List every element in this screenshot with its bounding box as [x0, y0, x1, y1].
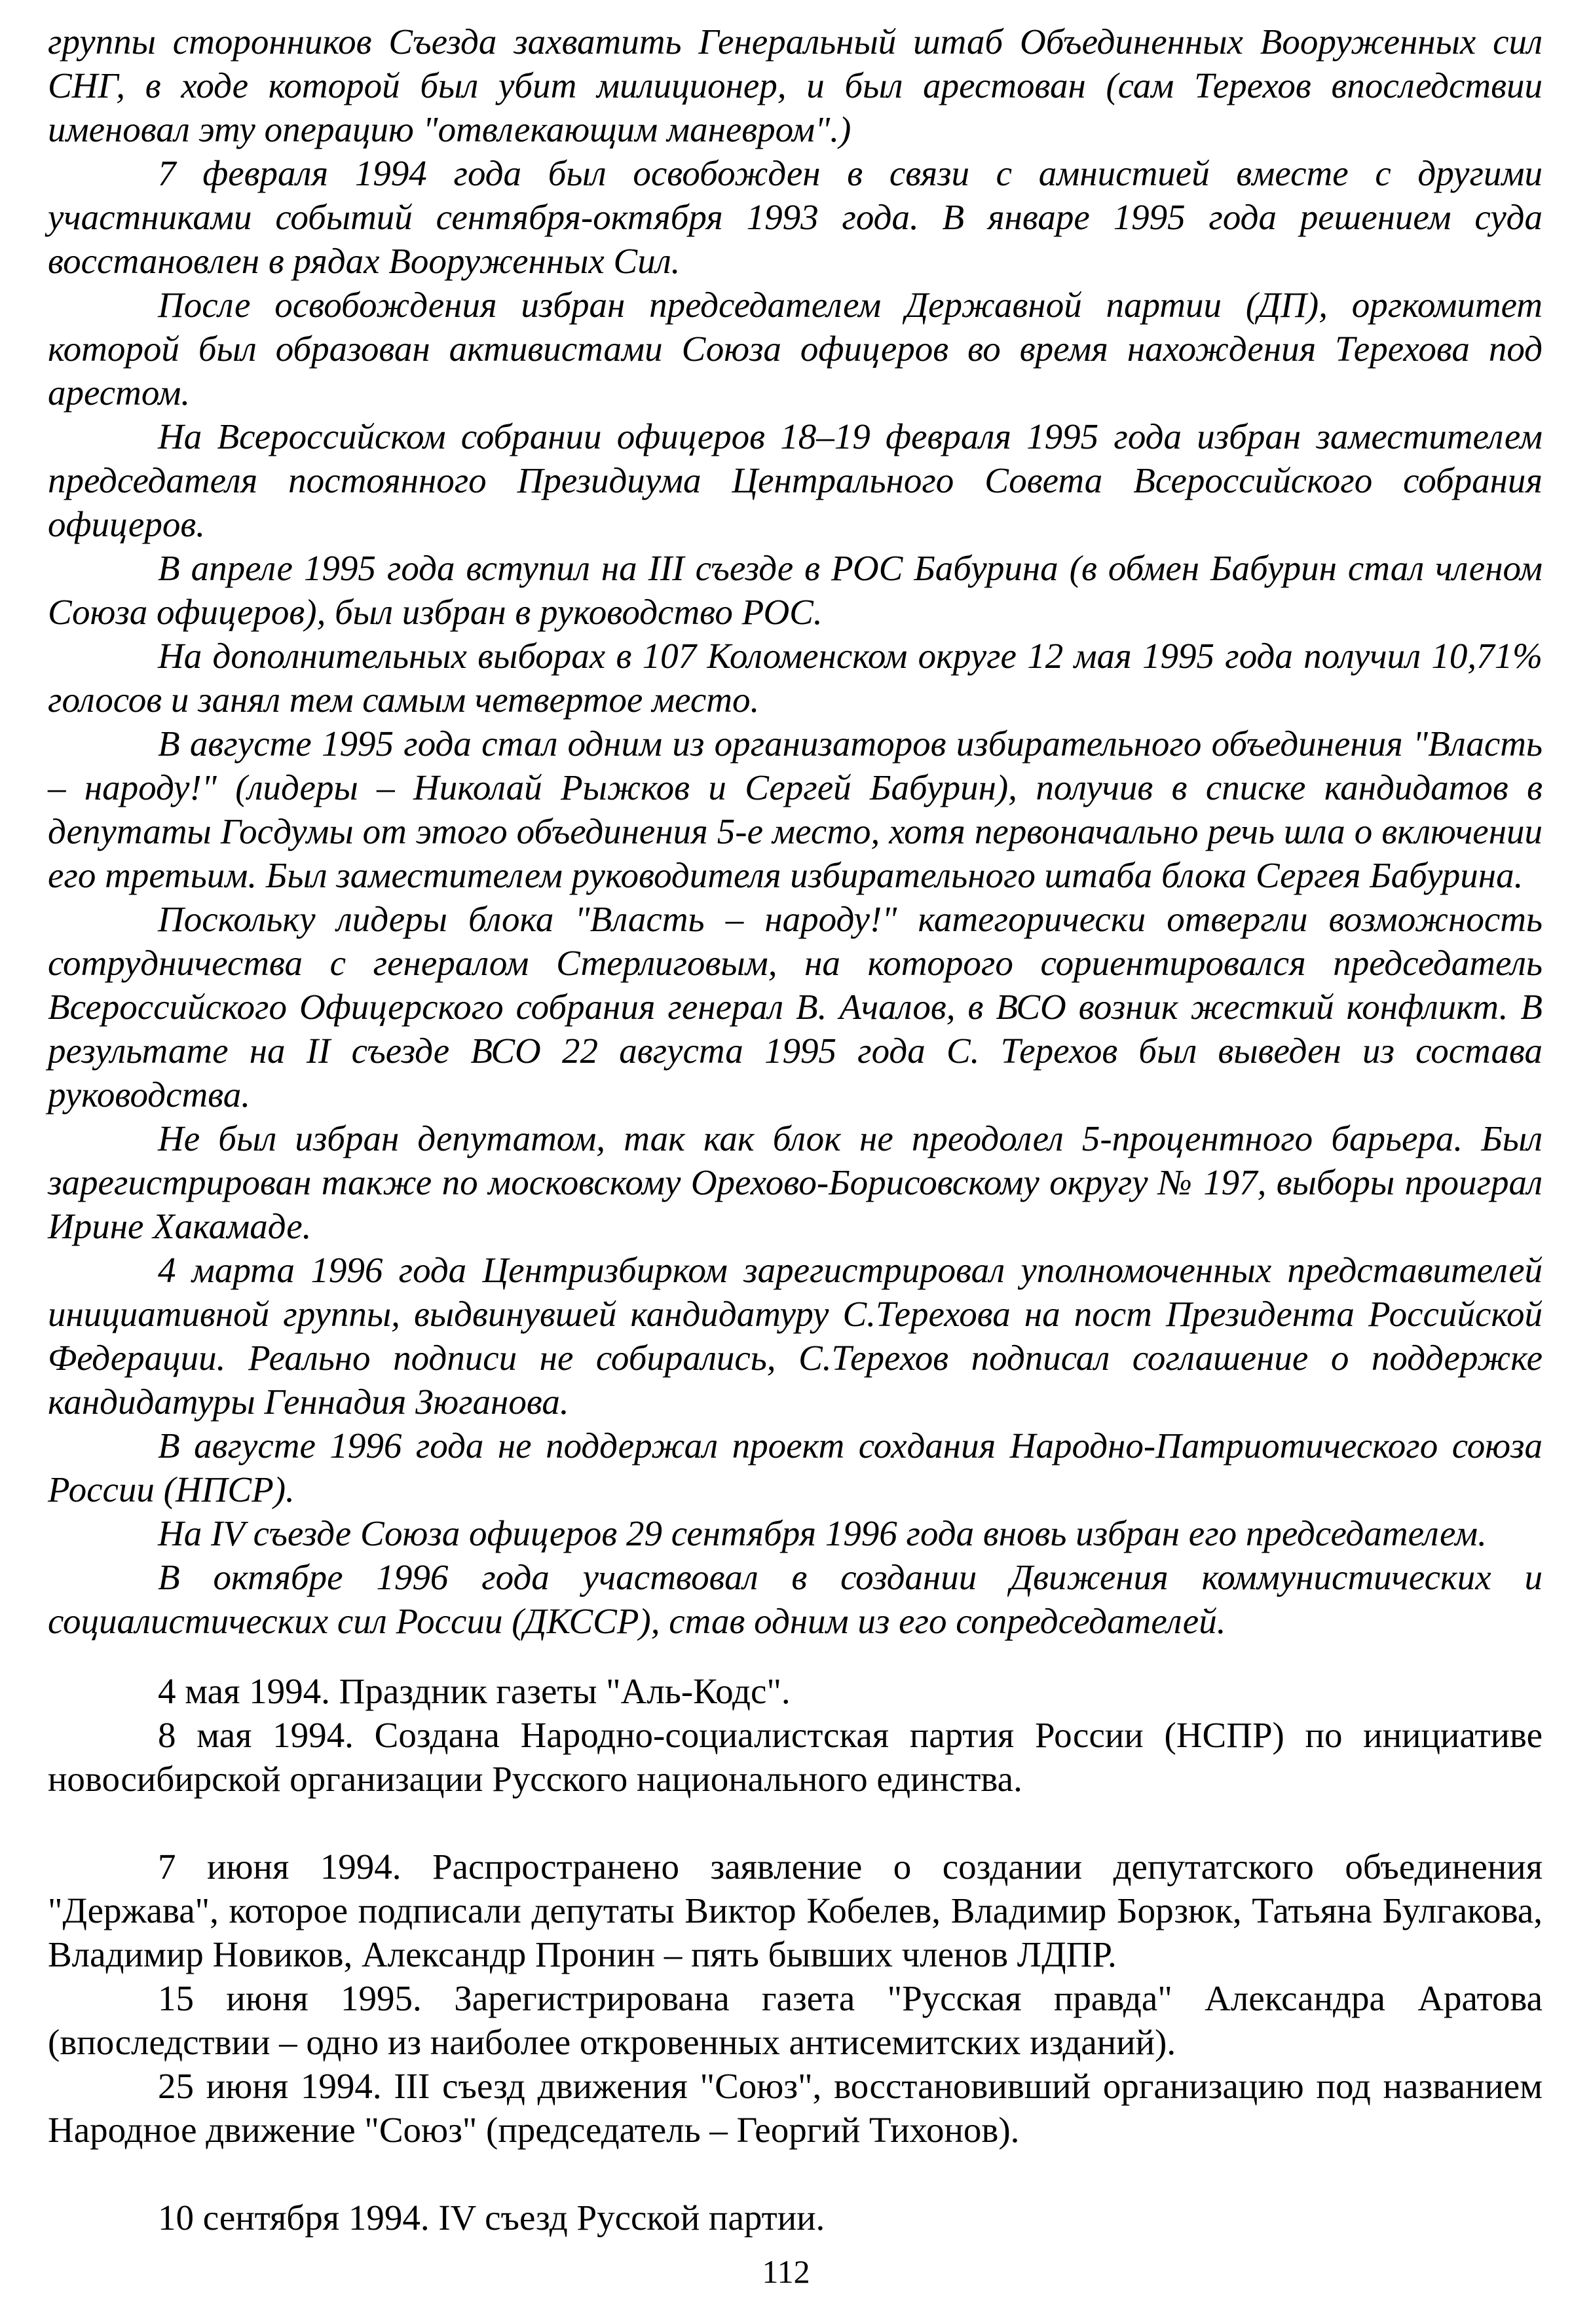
paragraph: После освобождения избран председателем Державной партии (ДП), оргкомитет которой был образован активистами Союза офицеров во время нахождения Терехова под арестом.	[48, 285, 1543, 413]
paragraph: На Всероссийском собрании офицеров 18–19 февраля 1995 года избран заместителем председателя постоянного Президиума Центрального Совета Всероссийского собрания офицеров.	[48, 416, 1543, 544]
page-number: 112	[762, 2253, 810, 2290]
spacer	[48, 2152, 1543, 2196]
paragraph: группы сторонников Съезда захватить Генеральный штаб Объединенных Вооруженных сил СНГ, в ходе которой был убит милиционер, и был арестован (сам Терехов впоследствии именовал эту операцию "отвлекающим маневром".)	[48, 22, 1543, 149]
spacer	[48, 1801, 1543, 1845]
paragraph: В апреле 1995 года вступил на III съезде в РОС Бабурина (в обмен Бабурин стал членом Союза офицеров), был избран в руководство РОС.	[48, 548, 1543, 632]
chronicle-entry: 25 июня 1994. III съезд движения "Союз", восстановивший организацию под названием Народное движение "Союз" (председатель – Георгий Тихонов).	[48, 2066, 1543, 2150]
page-body	[48, 20, 1543, 2240]
chronicle-entry: 15 июня 1995. Зарегистрирована газета "Русская правда" Александра Аратова (впоследствии – одно из наиболее откровенных антисемитских изданий).	[48, 1978, 1543, 2062]
paragraph: В августе 1995 года стал одним из организаторов избирательного объединения "Власть – народу!" (лидеры – Николай Рыжков и Сергей Бабурин), получив в списке кандидатов в депутаты Госдумы от этого объединения 5-е место, хотя первоначально речь шла о включении его третьим. Был заместителем руководителя избирательного штаба блока Сергея Бабурина.	[48, 724, 1543, 895]
paragraph: В августе 1996 года не поддержал проект сохдания Народно-Патриотического союза России (НПСР).	[48, 1426, 1543, 1509]
chronicle-entry: 8 мая 1994. Создана Народно-социалистская партия России (НСПР) по инициативе новосибирской организации Русского национального единства.	[48, 1715, 1543, 1799]
chronicle-entry: 7 июня 1994. Распространено заявление о создании депутатского объединения "Держава", которое подписали депутаты Виктор Кобелев, Владимир Борзюк, Татьяна Булгакова, Владимир Новиков, Александр Пронин – пять бывших членов ЛДПР.	[48, 1847, 1543, 1974]
paragraph: Поскольку лидеры блока "Власть – народу!" категорически отвергли возможность сотрудничества с генералом Стерлиговым, на которого сориентировался председатель Всероссийского Офицерского собрания генерал В. Ачалов, в ВСО возник жесткий конфликт. В результате на II съезде ВСО 22 августа 1995 года С. Терехов был выведен из состава руководства.	[48, 899, 1543, 1115]
paragraph: В октябре 1996 года участвовал в создании Движения коммунистических и социалистических сил России (ДКССР), став одним из его сопредседателей.	[48, 1557, 1543, 1641]
paragraph: Не был избран депутатом, так как блок не преодолел 5-процентного барьера. Был зарегистрирован также по московскому Орехово-Борисовскому округу № 197, выборы проиграл Ирине Хакамаде.	[48, 1118, 1543, 1246]
spacer	[48, 1643, 1543, 1669]
chronicle-entry: 10 сентября 1994. IV съезд Русской партии.	[158, 2198, 825, 2238]
paragraph: На IV съезде Союза офицеров 29 сентября 1996 года вновь избран его председателем.	[158, 1513, 1487, 1553]
paragraph: На дополнительных выборах в 107 Коломенском округе 12 мая 1995 года получил 10,71% голосов и занял тем самым четвертое место.	[48, 636, 1543, 720]
paragraph: 4 марта 1996 года Центризбирком зарегистрировал уполномоченных представителей инициативной группы, выдвинувшей кандидатуру С.Терехова на пост Президента Российской Федерации. Реально подписи не собирались, С.Терехов подписал соглашение о поддержке кандидатуры Геннадия Зюганова.	[48, 1250, 1543, 1422]
paragraph: 7 февраля 1994 года был освобожден в связи с амнистией вместе с другими участниками событий сентября-октября 1993 года. В январе 1995 года решением суда восстановлен в рядах Вооруженных Сил.	[48, 153, 1543, 281]
chronicle-entry: 4 мая 1994. Праздник газеты "Аль-Кодс".	[158, 1671, 791, 1711]
